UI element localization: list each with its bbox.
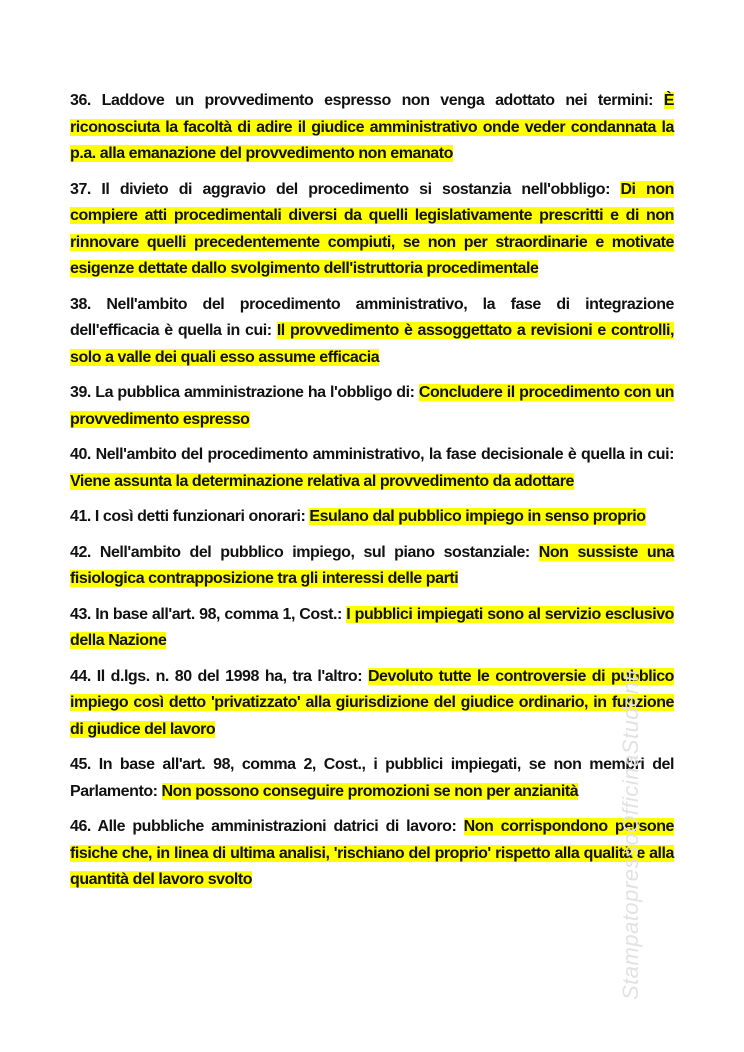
watermark: StampatopressoOfficinaStudenti: [618, 669, 643, 1000]
question-text: 38. Nell'ambito del procedimento amministrativo, la fase di integrazione dell'efficacia è quella in cui:: [70, 295, 674, 339]
question-text: 41. I così detti funzionari onorari:: [70, 508, 310, 525]
question-45: [70, 752, 674, 805]
question-text: 36. Laddove un provvedimento espresso non venga adottato nei termini:: [70, 92, 664, 109]
highlighted-answer: Concludere il procedimento con un provvedimento espresso: [70, 384, 674, 428]
question-text: 42. Nell'ambito del pubblico impiego, sul piano sostanziale:: [70, 543, 539, 561]
question-text: 43. In base all'art. 98, comma 1, Cost.:: [70, 605, 347, 623]
question-36: [70, 88, 674, 168]
question-text: 40. Nell'ambito del procedimento amministrativo, la fase decisionale è quella in cui:: [70, 446, 674, 463]
question-46: [70, 814, 674, 894]
question-text: 37. Il divieto di aggravio del procedimento si sostanzia nell'obbligo:: [70, 180, 621, 198]
question-39: [70, 380, 674, 433]
question-text: 46. Alle pubbliche amministrazioni datrici di lavoro:: [70, 818, 464, 835]
question-43: [70, 602, 674, 655]
highlighted-answer: Devoluto tutte le controversie di pubblico impiego così detto 'privatizzato' alla giurisdizione del giudice ordinario, in funzione di giudice del lavoro: [70, 667, 675, 738]
highlighted-answer: Non possono conseguire promozioni se non per anzianità: [161, 782, 579, 800]
highlighted-answer: Non corrispondono persone fisiche che, in linea di ultima analisi, 'rischiano del proprio' rispetto alla qualità e alla quantità del lavoro svolto: [70, 818, 675, 888]
highlighted-answer: Di non compiere atti procedimentali diversi da quelli legislativamente prescritti e di non rinnovare quelli precedentemente compiuti, se non per straordinarie e motivate esigenze dettate dallo svolgimento dell'istruttoria procedimentale: [70, 180, 674, 277]
highlighted-answer: Non sussiste una fisiologica contrapposizione tra gli interessi delle parti: [70, 543, 674, 587]
question-text: 39. La pubblica amministrazione ha l'obbligo di:: [70, 384, 419, 401]
highlighted-answer: Viene assunta la determinazione relativa al provvedimento da adottare: [70, 472, 574, 490]
highlighted-answer: Esulano dal pubblico impiego in senso proprio: [309, 508, 646, 525]
question-41: [70, 504, 674, 531]
document-body: [70, 88, 674, 903]
question-37: [70, 177, 674, 283]
question-text: 44. Il d.lgs. n. 80 del 1998 ha, tra l'altro:: [70, 667, 368, 685]
question-text: 45. In base all'art. 98, comma 2, Cost., i pubblici impiegati, se non membri del Parlamento:: [70, 756, 674, 800]
highlighted-answer: Il provvedimento è assoggettato a revisioni e controlli, solo a valle dei quali esso assume efficacia: [70, 322, 675, 366]
question-44: [70, 664, 674, 744]
question-38: [70, 292, 674, 372]
question-42: [70, 540, 674, 593]
highlighted-answer: I pubblici impiegati sono al servizio esclusivo della Nazione: [70, 605, 674, 649]
highlighted-answer: È riconosciuta la facoltà di adire il giudice amministrativo onde veder condannata la p.a. alla emanazione del provvedimento non emanato: [70, 92, 674, 162]
question-40: [70, 442, 674, 495]
